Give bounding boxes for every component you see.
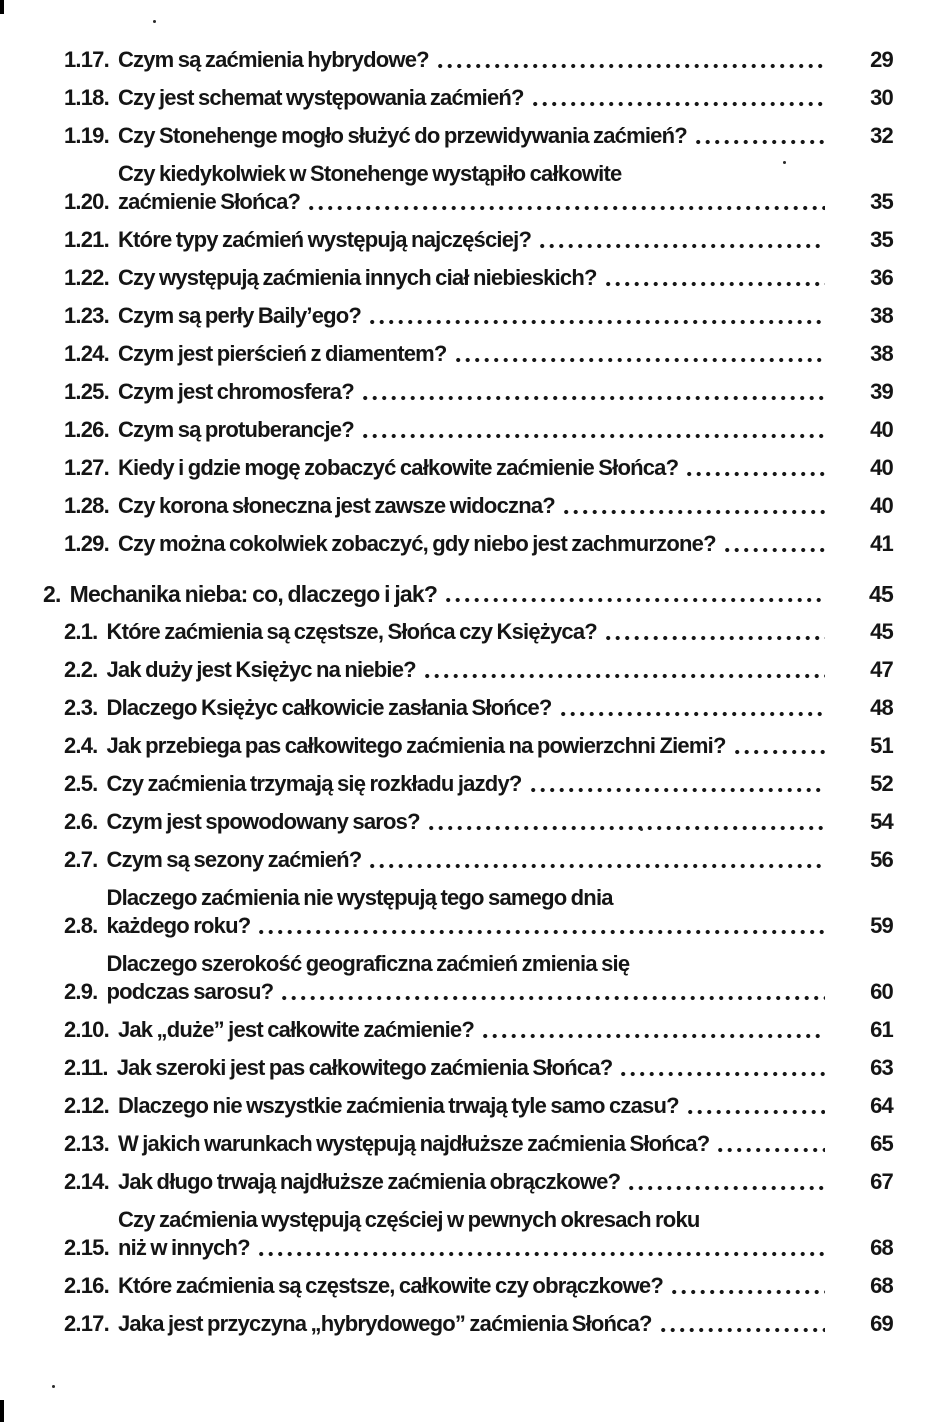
- page-number: 47: [870, 657, 893, 682]
- page-number: 39: [870, 379, 893, 404]
- entry-line: [118, 454, 827, 482]
- entry-content: [118, 416, 827, 444]
- entry-content: [107, 846, 828, 874]
- entry-number: 2.10.: [64, 1017, 109, 1042]
- entry-number: 1.19.: [64, 123, 109, 148]
- toc-entry: [64, 492, 893, 520]
- entry-line: [118, 1168, 827, 1196]
- entry-number: 2.13.: [64, 1131, 109, 1156]
- dot-leader: [735, 749, 825, 755]
- entry-line: [107, 618, 828, 646]
- dot-leader: [363, 395, 825, 401]
- entry-line: [107, 694, 828, 722]
- entry-line: [107, 884, 828, 912]
- entry-line: [118, 1272, 827, 1300]
- entry-text: Czy zaćmienia trzymają się rozkładu jazdy?: [106, 771, 522, 796]
- dot-leader: [456, 357, 825, 363]
- toc-entry: [64, 950, 893, 1006]
- entry-line: [118, 492, 827, 520]
- entry-content: [70, 580, 827, 608]
- entry-line: [118, 122, 827, 150]
- entry-content: [118, 1016, 827, 1044]
- entry-content: [118, 84, 827, 112]
- toc-entry: [64, 656, 893, 684]
- page-number: 32: [870, 123, 893, 148]
- entry-text: Czym są perły Baily’ego?: [117, 303, 362, 328]
- entry-line: [118, 378, 827, 406]
- entry-line: [107, 912, 828, 940]
- entry-text: Czy jest schemat występowania zaćmień?: [117, 85, 524, 110]
- entry-text: podczas sarosu?: [106, 979, 274, 1004]
- entry-line: [118, 84, 827, 112]
- entry-line: [118, 1016, 827, 1044]
- page-number: 61: [870, 1017, 893, 1042]
- page-number: 63: [870, 1055, 893, 1080]
- entry-line: [107, 732, 828, 760]
- entry-text: Czy występują zaćmienia innych ciał niebieskich?: [117, 265, 597, 290]
- entry-text: Dlaczego zaćmienia nie występują tego samego dnia: [106, 885, 613, 910]
- toc-entry: [64, 530, 893, 558]
- dot-leader: [259, 1251, 825, 1257]
- entry-line: [118, 1234, 827, 1262]
- entry-number: 1.20.: [64, 189, 109, 214]
- entry-number: 2.14.: [64, 1169, 109, 1194]
- entry-content: [107, 884, 828, 940]
- page-number: 68: [870, 1273, 893, 1298]
- entry-number: 2.7.: [64, 847, 98, 872]
- entry-text: Czym są zaćmienia hybrydowe?: [117, 47, 429, 72]
- entry-number: 1.24.: [64, 341, 109, 366]
- page-number: 69: [870, 1311, 893, 1336]
- dot-leader: [672, 1289, 825, 1295]
- entry-text: Czy kiedykolwiek w Stonehenge wystąpiło całkowite: [117, 161, 622, 186]
- entry-text: Czy zaćmienia występują częściej w pewnych okresach roku: [117, 1207, 700, 1232]
- entry-content: [118, 122, 827, 150]
- page-number: 64: [870, 1093, 893, 1118]
- dot-leader: [259, 929, 825, 935]
- page-number: 38: [870, 303, 893, 328]
- entry-line: [118, 530, 827, 558]
- toc-entry: [64, 1016, 893, 1044]
- page-number: 41: [870, 531, 893, 556]
- entry-line: [118, 160, 827, 188]
- toc-entry: [64, 340, 893, 368]
- dot-leader: [561, 711, 825, 717]
- toc-entry: [64, 1310, 893, 1338]
- dot-leader: [696, 139, 825, 145]
- entry-content: [107, 618, 828, 646]
- entry-content: [107, 732, 828, 760]
- scan-speck: [640, 828, 643, 831]
- entry-content: [118, 1130, 827, 1158]
- entry-text: W jakich warunkach występują najdłuższe zaćmienia Słońca?: [117, 1131, 710, 1156]
- entry-line: [118, 264, 827, 292]
- entry-number: 1.17.: [64, 47, 109, 72]
- entry-line: [118, 302, 827, 330]
- entry-content: [118, 1310, 827, 1338]
- entry-content: [118, 46, 827, 74]
- entry-number: 2.9.: [64, 979, 98, 1004]
- dot-leader: [621, 1071, 825, 1077]
- toc-entry: [43, 580, 893, 608]
- entry-text: Jak duży jest Księżyc na niebie?: [106, 657, 416, 682]
- entry-number: 2.2.: [64, 657, 98, 682]
- toc-entry: [64, 1168, 893, 1196]
- entry-text: Dlaczego Księżyc całkowicie zasłania Słońce?: [106, 695, 552, 720]
- page-number: 51: [870, 733, 893, 758]
- toc-entry: [64, 1130, 893, 1158]
- page-number: 59: [870, 913, 893, 938]
- toc-entry: [64, 454, 893, 482]
- entry-line: [118, 1092, 827, 1120]
- dot-leader: [533, 101, 825, 107]
- page-number: 40: [870, 417, 893, 442]
- dot-leader: [688, 1109, 825, 1115]
- entry-text: każdego roku?: [106, 913, 251, 938]
- entry-number: 2.6.: [64, 809, 98, 834]
- toc-entry: [64, 694, 893, 722]
- entry-text: Czy korona słoneczna jest zawsze widoczna?: [117, 493, 555, 518]
- scan-speck: [783, 161, 786, 164]
- entry-text: niż w innych?: [117, 1235, 250, 1260]
- entry-content: [118, 1092, 827, 1120]
- entry-text: Czym jest spowodowany saros?: [106, 809, 420, 834]
- entry-text: Czy można cokolwiek zobaczyć, gdy niebo jest zachmurzone?: [117, 531, 716, 556]
- toc-entry: [64, 226, 893, 254]
- toc-entry: [64, 1054, 893, 1082]
- page-number: 36: [870, 265, 893, 290]
- entry-number: 2.16.: [64, 1273, 109, 1298]
- entry-text: Dlaczego szerokość geograficzna zaćmień zmienia się: [106, 951, 630, 976]
- entry-line: [118, 46, 827, 74]
- dot-leader: [531, 787, 825, 793]
- entry-text: Jak szeroki jest pas całkowitego zaćmienia Słońca?: [116, 1055, 613, 1080]
- entry-content: [118, 302, 827, 330]
- entry-line: [107, 950, 828, 978]
- entry-text: zaćmienie Słońca?: [117, 189, 301, 214]
- page-number: 30: [870, 85, 893, 110]
- entry-text: Jak „duże” jest całkowite zaćmienie?: [117, 1017, 474, 1042]
- page-number: 67: [870, 1169, 893, 1194]
- page-number: 29: [870, 47, 893, 72]
- dot-leader: [363, 433, 825, 439]
- entry-number: 2.: [43, 581, 61, 607]
- page-number: 56: [870, 847, 893, 872]
- entry-line: [118, 1206, 827, 1234]
- toc-entry: [64, 84, 893, 112]
- toc-entry: [64, 1206, 893, 1262]
- entry-line: [118, 1310, 827, 1338]
- toc-entry: [64, 884, 893, 940]
- page-number: 38: [870, 341, 893, 366]
- dot-leader: [540, 243, 825, 249]
- dot-leader: [425, 673, 825, 679]
- page-number: 45: [869, 581, 893, 607]
- entry-number: 2.11.: [64, 1055, 108, 1080]
- toc-entry: [64, 416, 893, 444]
- toc-entry: [64, 846, 893, 874]
- toc-entry: [64, 770, 893, 798]
- entry-number: 1.25.: [64, 379, 109, 404]
- entry-number: 1.27.: [64, 455, 109, 480]
- entry-number: 1.22.: [64, 265, 109, 290]
- entry-line: [107, 656, 828, 684]
- entry-text: Jaka jest przyczyna „hybrydowego” zaćmienia Słońca?: [117, 1311, 652, 1336]
- entry-content: [118, 160, 827, 216]
- page-number: 40: [870, 455, 893, 480]
- toc-entry: [64, 618, 893, 646]
- scan-speck: [153, 20, 156, 23]
- entry-text: Czy Stonehenge mogło służyć do przewidywania zaćmień?: [117, 123, 687, 148]
- toc-entry: [64, 122, 893, 150]
- entry-line: [118, 188, 827, 216]
- entry-text: Jak długo trwają najdłuższe zaćmienia obrączkowe?: [117, 1169, 621, 1194]
- toc-entry: [64, 160, 893, 216]
- dot-leader: [309, 205, 825, 211]
- entry-content: [118, 530, 827, 558]
- entry-text: Kiedy i gdzie mogę zobaczyć całkowite zaćmienie Słońca?: [117, 455, 679, 480]
- entry-line: [107, 808, 828, 836]
- page-number: 35: [870, 189, 893, 214]
- dot-leader: [446, 597, 825, 603]
- page-number: 48: [870, 695, 893, 720]
- dot-leader: [687, 471, 825, 477]
- entry-text: Czym jest pierścień z diamentem?: [117, 341, 447, 366]
- dot-leader: [629, 1185, 825, 1191]
- entry-number: 2.17.: [64, 1311, 109, 1336]
- entry-line: [118, 416, 827, 444]
- entry-content: [107, 656, 828, 684]
- entry-text: Które zaćmienia są częstsze, Słońca czy Księżyca?: [106, 619, 597, 644]
- toc-entry: [64, 1092, 893, 1120]
- toc-entry: [64, 808, 893, 836]
- dot-leader: [606, 635, 825, 641]
- page-number: 68: [870, 1235, 893, 1260]
- entry-content: [118, 1206, 827, 1262]
- page-number: 60: [870, 979, 893, 1004]
- dot-leader: [725, 547, 825, 553]
- entry-text: Czym są sezony zaćmień?: [106, 847, 362, 872]
- toc-entry: [64, 302, 893, 330]
- dot-leader: [483, 1033, 825, 1039]
- entry-line: [118, 340, 827, 368]
- entry-text: Czym są protuberancje?: [117, 417, 354, 442]
- page-number: 35: [870, 227, 893, 252]
- entry-content: [107, 950, 828, 1006]
- scan-speck: [52, 1385, 55, 1388]
- entry-number: 2.5.: [64, 771, 98, 796]
- page-number: 54: [870, 809, 893, 834]
- entry-line: [107, 978, 828, 1006]
- entry-number: 1.21.: [64, 227, 109, 252]
- page-number: 40: [870, 493, 893, 518]
- dot-leader: [718, 1147, 825, 1153]
- entry-content: [118, 340, 827, 368]
- entry-content: [118, 492, 827, 520]
- entry-line: [70, 580, 827, 608]
- toc-entry: [64, 378, 893, 406]
- entry-number: 1.18.: [64, 85, 109, 110]
- entry-content: [118, 1272, 827, 1300]
- page-number: 52: [870, 771, 893, 796]
- entry-number: 2.3.: [64, 695, 98, 720]
- entry-number: 1.26.: [64, 417, 109, 442]
- scan-artifact-bottom-left: [0, 1400, 4, 1422]
- entry-number: 2.15.: [64, 1235, 109, 1260]
- entry-content: [118, 264, 827, 292]
- entry-content: [118, 378, 827, 406]
- entry-number: 2.8.: [64, 913, 98, 938]
- dot-leader: [661, 1327, 825, 1333]
- entry-content: [107, 694, 828, 722]
- toc-entry: [64, 732, 893, 760]
- toc-entry: [64, 264, 893, 292]
- entry-line: [118, 1130, 827, 1158]
- entry-text: Dlaczego nie wszystkie zaćmienia trwają tyle samo czasu?: [117, 1093, 679, 1118]
- entry-content: [118, 226, 827, 254]
- page-number: 65: [870, 1131, 893, 1156]
- dot-leader: [429, 825, 825, 831]
- page-number: 45: [870, 619, 893, 644]
- entry-text: Mechanika nieba: co, dlaczego i jak?: [69, 581, 438, 607]
- dot-leader: [564, 509, 825, 515]
- entry-number: 2.12.: [64, 1093, 109, 1118]
- dot-leader: [282, 995, 825, 1001]
- entry-text: Czym jest chromosfera?: [117, 379, 354, 404]
- dot-leader: [370, 863, 825, 869]
- entry-content: [118, 454, 827, 482]
- entry-text: Które typy zaćmień występują najczęściej?: [117, 227, 532, 252]
- entry-text: Które zaćmienia są częstsze, całkowite czy obrączkowe?: [117, 1273, 663, 1298]
- entry-number: 1.28.: [64, 493, 109, 518]
- dot-leader: [438, 63, 825, 69]
- entry-content: [117, 1054, 827, 1082]
- entry-content: [107, 770, 828, 798]
- toc-entry: [64, 1272, 893, 1300]
- entry-line: [107, 770, 828, 798]
- entry-line: [117, 1054, 827, 1082]
- entry-line: [107, 846, 828, 874]
- entry-number: 1.23.: [64, 303, 109, 328]
- entry-content: [107, 808, 828, 836]
- entry-number: 2.4.: [64, 733, 98, 758]
- dot-leader: [606, 281, 825, 287]
- dot-leader: [370, 319, 825, 325]
- entry-content: [118, 1168, 827, 1196]
- entry-text: Jak przebiega pas całkowitego zaćmienia na powierzchni Ziemi?: [106, 733, 726, 758]
- entry-line: [118, 226, 827, 254]
- scan-artifact-top-left: [0, 0, 4, 14]
- toc-entry: [64, 46, 893, 74]
- entry-number: 1.29.: [64, 531, 109, 556]
- entry-number: 2.1.: [64, 619, 98, 644]
